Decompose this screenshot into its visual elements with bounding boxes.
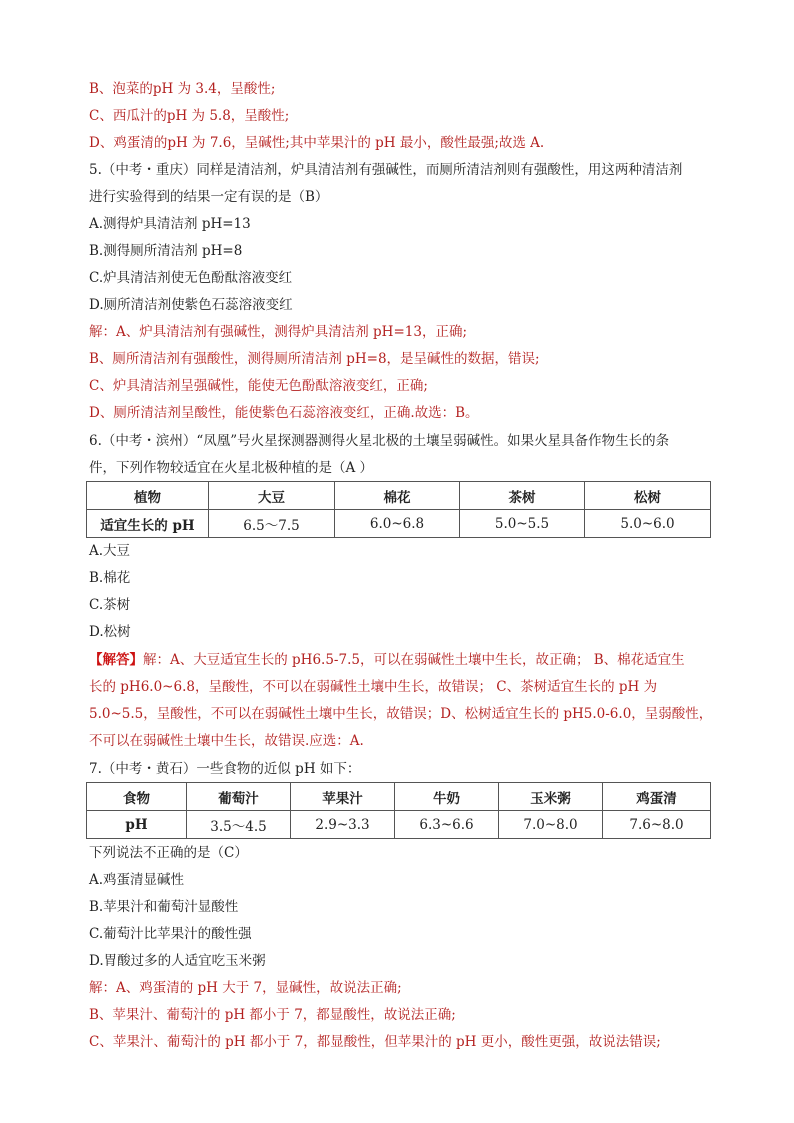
q7-question: 下列说法不正确的是（C） — [89, 845, 248, 861]
q6-answer-line: 不可以在弱碱性土壤中生长，故错误.应选：A. — [89, 733, 364, 749]
table-header-cell: 棉花 — [335, 482, 460, 510]
table-cell: 2.9~3.3 — [291, 811, 395, 839]
q7-solution-line: B、苹果汁、葡萄汁的 pH 都小于 7，都显酸性，故说法正确; — [89, 1007, 456, 1023]
q5-stem: 5.（中考・重庆）同样是清洁剂，炉具清洁剂有强碱性，而厕所清洁剂则有强酸性，用这两种清洁剂 — [89, 162, 683, 178]
q5-solution-line: D、厕所清洁剂呈酸性，能使紫色石蕊溶液变红，正确.故选：B。 — [89, 405, 479, 421]
table-header-row — [87, 783, 711, 811]
q5-solution-line: 解：A、炉具清洁剂有强碱性，测得炉具清洁剂 pH=13，正确; — [89, 324, 467, 340]
q7-option-d: D.胃酸过多的人适宜吃玉米粥 — [89, 953, 266, 969]
table-header-cell: 牛奶 — [395, 783, 499, 811]
table-row — [87, 811, 711, 839]
q7-option-b: B.苹果汁和葡萄汁显酸性 — [89, 899, 239, 915]
table-cell: 适宜生长的 pH — [87, 510, 209, 538]
q6-option-b: B.棉花 — [89, 570, 131, 586]
q6-answer-line: 5.0~5.5，呈酸性，不可以在弱碱性土壤中生长，故错误；D、松树适宜生长的 pH5.0-6.0，呈弱酸性， — [89, 706, 713, 722]
table-header-cell: 苹果汁 — [291, 783, 395, 811]
q6-option-d: D.松树 — [89, 624, 131, 640]
q6-stem: 6.（中考・滨州）“凤凰”号火星探测器测得火星北极的土壤呈弱碱性。如果火星具备作物生长的条 — [89, 433, 670, 449]
q5-solution-line: C、炉具清洁剂呈强碱性，能使无色酚酞溶液变红，正确; — [89, 378, 428, 394]
table-header-cell: 大豆 — [209, 482, 335, 510]
q5-option-c: C.炉具清洁剂使无色酚酞溶液变红 — [89, 270, 293, 286]
q5-option-d: D.厕所清洁剂使紫色石蕊溶液变红 — [89, 297, 293, 313]
q7-option-a: A.鸡蛋清显碱性 — [89, 872, 185, 888]
q5-stem: 进行实验得到的结果一定有误的是（B） — [89, 189, 329, 205]
solution-line: D、鸡蛋清的pH 为 7.6，呈碱性;其中苹果汁的 pH 最小，酸性最强;故选 A. — [89, 135, 545, 151]
q7-solution-line: 解：A、鸡蛋清的 pH 大于 7，显碱性，故说法正确; — [89, 980, 402, 996]
table-header-cell: 葡萄汁 — [187, 783, 291, 811]
q5-option-a: A.测得炉具清洁剂 pH=13 — [89, 216, 251, 232]
table-header-cell: 鸡蛋清 — [603, 783, 711, 811]
table-cell: 3.5～4.5 — [187, 811, 291, 839]
table-header-cell: 茶树 — [460, 482, 585, 510]
q7-solution-line: C、苹果汁、葡萄汁的 pH 都小于 7，都显酸性，但苹果汁的 pH 更小，酸性更强，故说法错误; — [89, 1034, 661, 1050]
solution-line: B、泡菜的pH 为 3.4，呈酸性; — [89, 81, 276, 97]
table-header-cell: 植物 — [87, 482, 209, 510]
table-header-cell: 玉米粥 — [499, 783, 603, 811]
table-header-cell: 松树 — [585, 482, 711, 510]
table-cell: 7.0~8.0 — [499, 811, 603, 839]
table-cell: 6.0~6.8 — [335, 510, 460, 538]
q7-ph-table — [86, 782, 711, 839]
q5-solution-line: B、厕所清洁剂有强酸性，测得厕所清洁剂 pH=8，是呈碱性的数据，错误; — [89, 351, 540, 367]
q5-option-b: B.测得厕所清洁剂 pH=8 — [89, 243, 243, 259]
q6-option-a: A.大豆 — [89, 543, 131, 559]
q6-stem: 件，下列作物较适宜在火星北极种植的是（A ） — [89, 460, 374, 476]
table-header-cell: 食物 — [87, 783, 187, 811]
q6-answer-line: 长的 pH6.0~6.8，呈酸性，不可以在弱碱性土壤中生长，故错误； C、茶树适宜生长的 pH 为 — [89, 679, 658, 695]
q6-answer-line — [89, 650, 729, 670]
q7-stem: 7.（中考・黄石）一些食物的近似 pH 如下： — [89, 761, 361, 777]
table-cell: pH — [87, 811, 187, 839]
table-cell: 5.0~6.0 — [585, 510, 711, 538]
table-header-row — [87, 482, 711, 510]
answer-tag: 【解答】 — [89, 652, 143, 668]
table-row — [87, 510, 711, 538]
table-cell: 5.0~5.5 — [460, 510, 585, 538]
q6-ph-table — [86, 481, 711, 538]
table-cell: 7.6~8.0 — [603, 811, 711, 839]
q7-option-c: C.葡萄汁比苹果汁的酸性强 — [89, 926, 252, 942]
answer-text: 解：A、大豆适宜生长的 pH6.5-7.5，可以在弱碱性土壤中生长，故正确； B、棉花适宜生 — [143, 652, 685, 668]
table-cell: 6.3~6.6 — [395, 811, 499, 839]
solution-line: C、西瓜汁的pH 为 5.8，呈酸性; — [89, 108, 290, 124]
q6-option-c: C.茶树 — [89, 597, 131, 613]
table-cell: 6.5～7.5 — [209, 510, 335, 538]
